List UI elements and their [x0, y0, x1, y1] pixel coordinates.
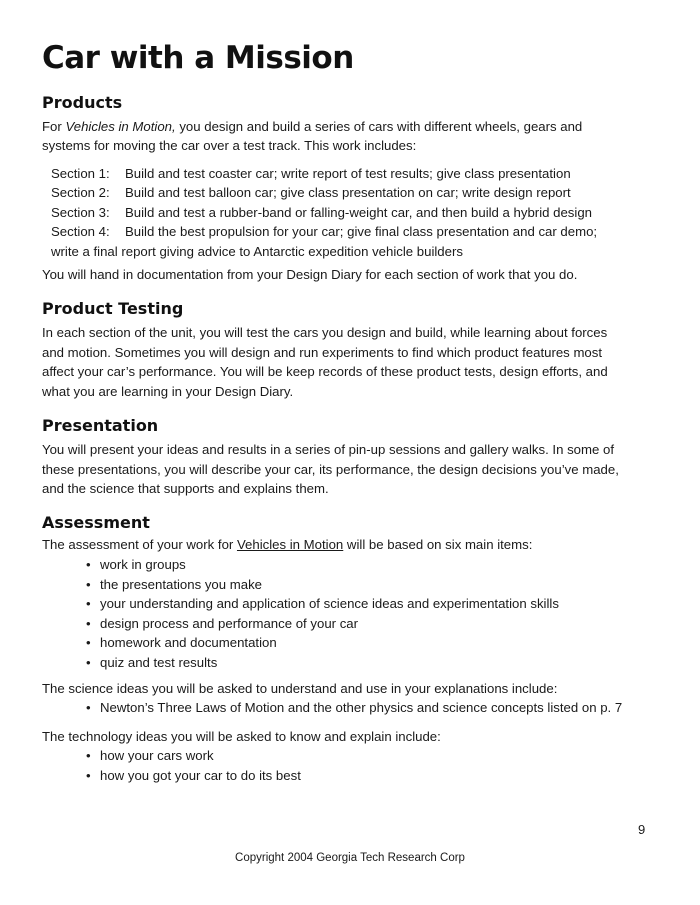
products-intro-post: you design and build a series of cars with different wheels, gears and: [175, 119, 583, 134]
testing-line: what you are learning in your Design Diary.: [42, 384, 294, 399]
section-label: Section 2:: [51, 185, 110, 200]
section-4-continuation: write a final report giving advice to Antarctic expedition vehicle builders: [51, 244, 463, 259]
list-item-text: design process and performance of your car: [100, 615, 359, 631]
section-row: [51, 185, 571, 200]
section-text: Build and test a rubber-band or falling-weight car, and then build a hybrid design: [125, 205, 592, 220]
presentation-heading: Presentation: [42, 416, 159, 435]
list-item-text: how your cars work: [100, 748, 214, 763]
page-number: 9: [638, 822, 646, 837]
assessment-intro-pre: The assessment of your work for: [42, 537, 237, 552]
list-item: [86, 653, 559, 673]
copyright-footer: Copyright 2004 Georgia Tech Research Corp: [235, 852, 465, 864]
section-text: Build and test coaster car; write report of test results; give class presentation: [125, 166, 571, 181]
assessment-heading: Assessment: [42, 513, 150, 532]
section-row: [51, 224, 597, 239]
list-item-text: homework and documentation: [100, 635, 277, 650]
list-item-text: work in groups: [100, 557, 186, 572]
list-item-text: your understanding and application of science ideas and experimentation skills: [100, 596, 559, 611]
science-intro: The science ideas you will be asked to understand and use in your explanations include:: [42, 681, 558, 696]
list-item-text: Newton’s Three Laws of Motion and the other physics and science concepts listed on p. 7: [100, 700, 623, 715]
science-items-list: [86, 698, 622, 718]
list-item: [86, 766, 301, 786]
list-item-text: quiz and test results: [100, 654, 218, 670]
bullet-icon: •: [86, 654, 91, 670]
products-intro-line-2: systems for moving the car over a test track. This work includes:: [42, 138, 417, 153]
bullet-icon: •: [86, 635, 91, 650]
testing-line: In each section of the unit, you will test the cars you design and build, while learning about forces: [42, 325, 608, 340]
list-item: [86, 698, 622, 718]
list-item-text: how you got your car to do its best: [100, 767, 301, 783]
technology-items-list: [86, 746, 301, 785]
list-item-text: the presentations you make: [100, 576, 263, 592]
testing-line: and motion. Sometimes you will design and run experiments to find which product features most: [42, 345, 603, 360]
testing-heading: Product Testing: [42, 299, 184, 318]
testing-line: affect your car’s performance. You will be keep records of these product tests, design efforts, and: [42, 364, 608, 379]
products-intro-line-1: [42, 117, 582, 137]
products-intro-italic: Vehicles in Motion,: [65, 119, 176, 134]
section-text: Build and test balloon car; give class presentation on car; write design report: [125, 185, 571, 200]
section-row: [51, 166, 571, 181]
list-item: [86, 594, 559, 614]
technology-intro: The technology ideas you will be asked to know and explain include:: [42, 729, 441, 744]
section-label: Section 3:: [51, 205, 110, 220]
assessment-intro-post: will be based on six main items:: [343, 537, 533, 552]
section-text: Build the best propulsion for your car; give final class presentation and car demo;: [125, 224, 598, 239]
products-intro-pre: For: [42, 119, 66, 134]
bullet-icon: •: [86, 748, 91, 763]
presentation-line: and the science that supports and explains them.: [42, 481, 329, 496]
presentation-line: You will present your ideas and results in a series of pin-up sessions and gallery walks. In some of: [42, 442, 615, 457]
list-item: [86, 575, 559, 595]
list-item: [86, 555, 559, 575]
bullet-icon: •: [86, 557, 91, 572]
bullet-icon: •: [86, 615, 91, 631]
list-item: [86, 746, 301, 766]
products-closing: You will hand in documentation from your Design Diary for each section of work that you do.: [42, 267, 578, 282]
bullet-icon: •: [86, 700, 91, 715]
assessment-items-list: [86, 555, 559, 672]
products-heading: Products: [42, 93, 123, 112]
list-item: [86, 614, 559, 634]
bullet-icon: •: [86, 596, 91, 611]
presentation-line: these presentations, you will describe your car, its performance, the design decisions you’ve made,: [42, 462, 619, 477]
vehicles-in-motion-link[interactable]: Vehicles in Motion: [236, 537, 344, 552]
section-label: Section 4:: [51, 224, 110, 239]
section-row: [51, 205, 592, 220]
section-label: Section 1:: [51, 166, 110, 181]
page-title: Car with a Mission: [42, 40, 354, 76]
list-item: [86, 633, 559, 653]
bullet-icon: •: [86, 767, 91, 783]
bullet-icon: •: [86, 576, 91, 592]
assessment-intro: [42, 535, 532, 555]
